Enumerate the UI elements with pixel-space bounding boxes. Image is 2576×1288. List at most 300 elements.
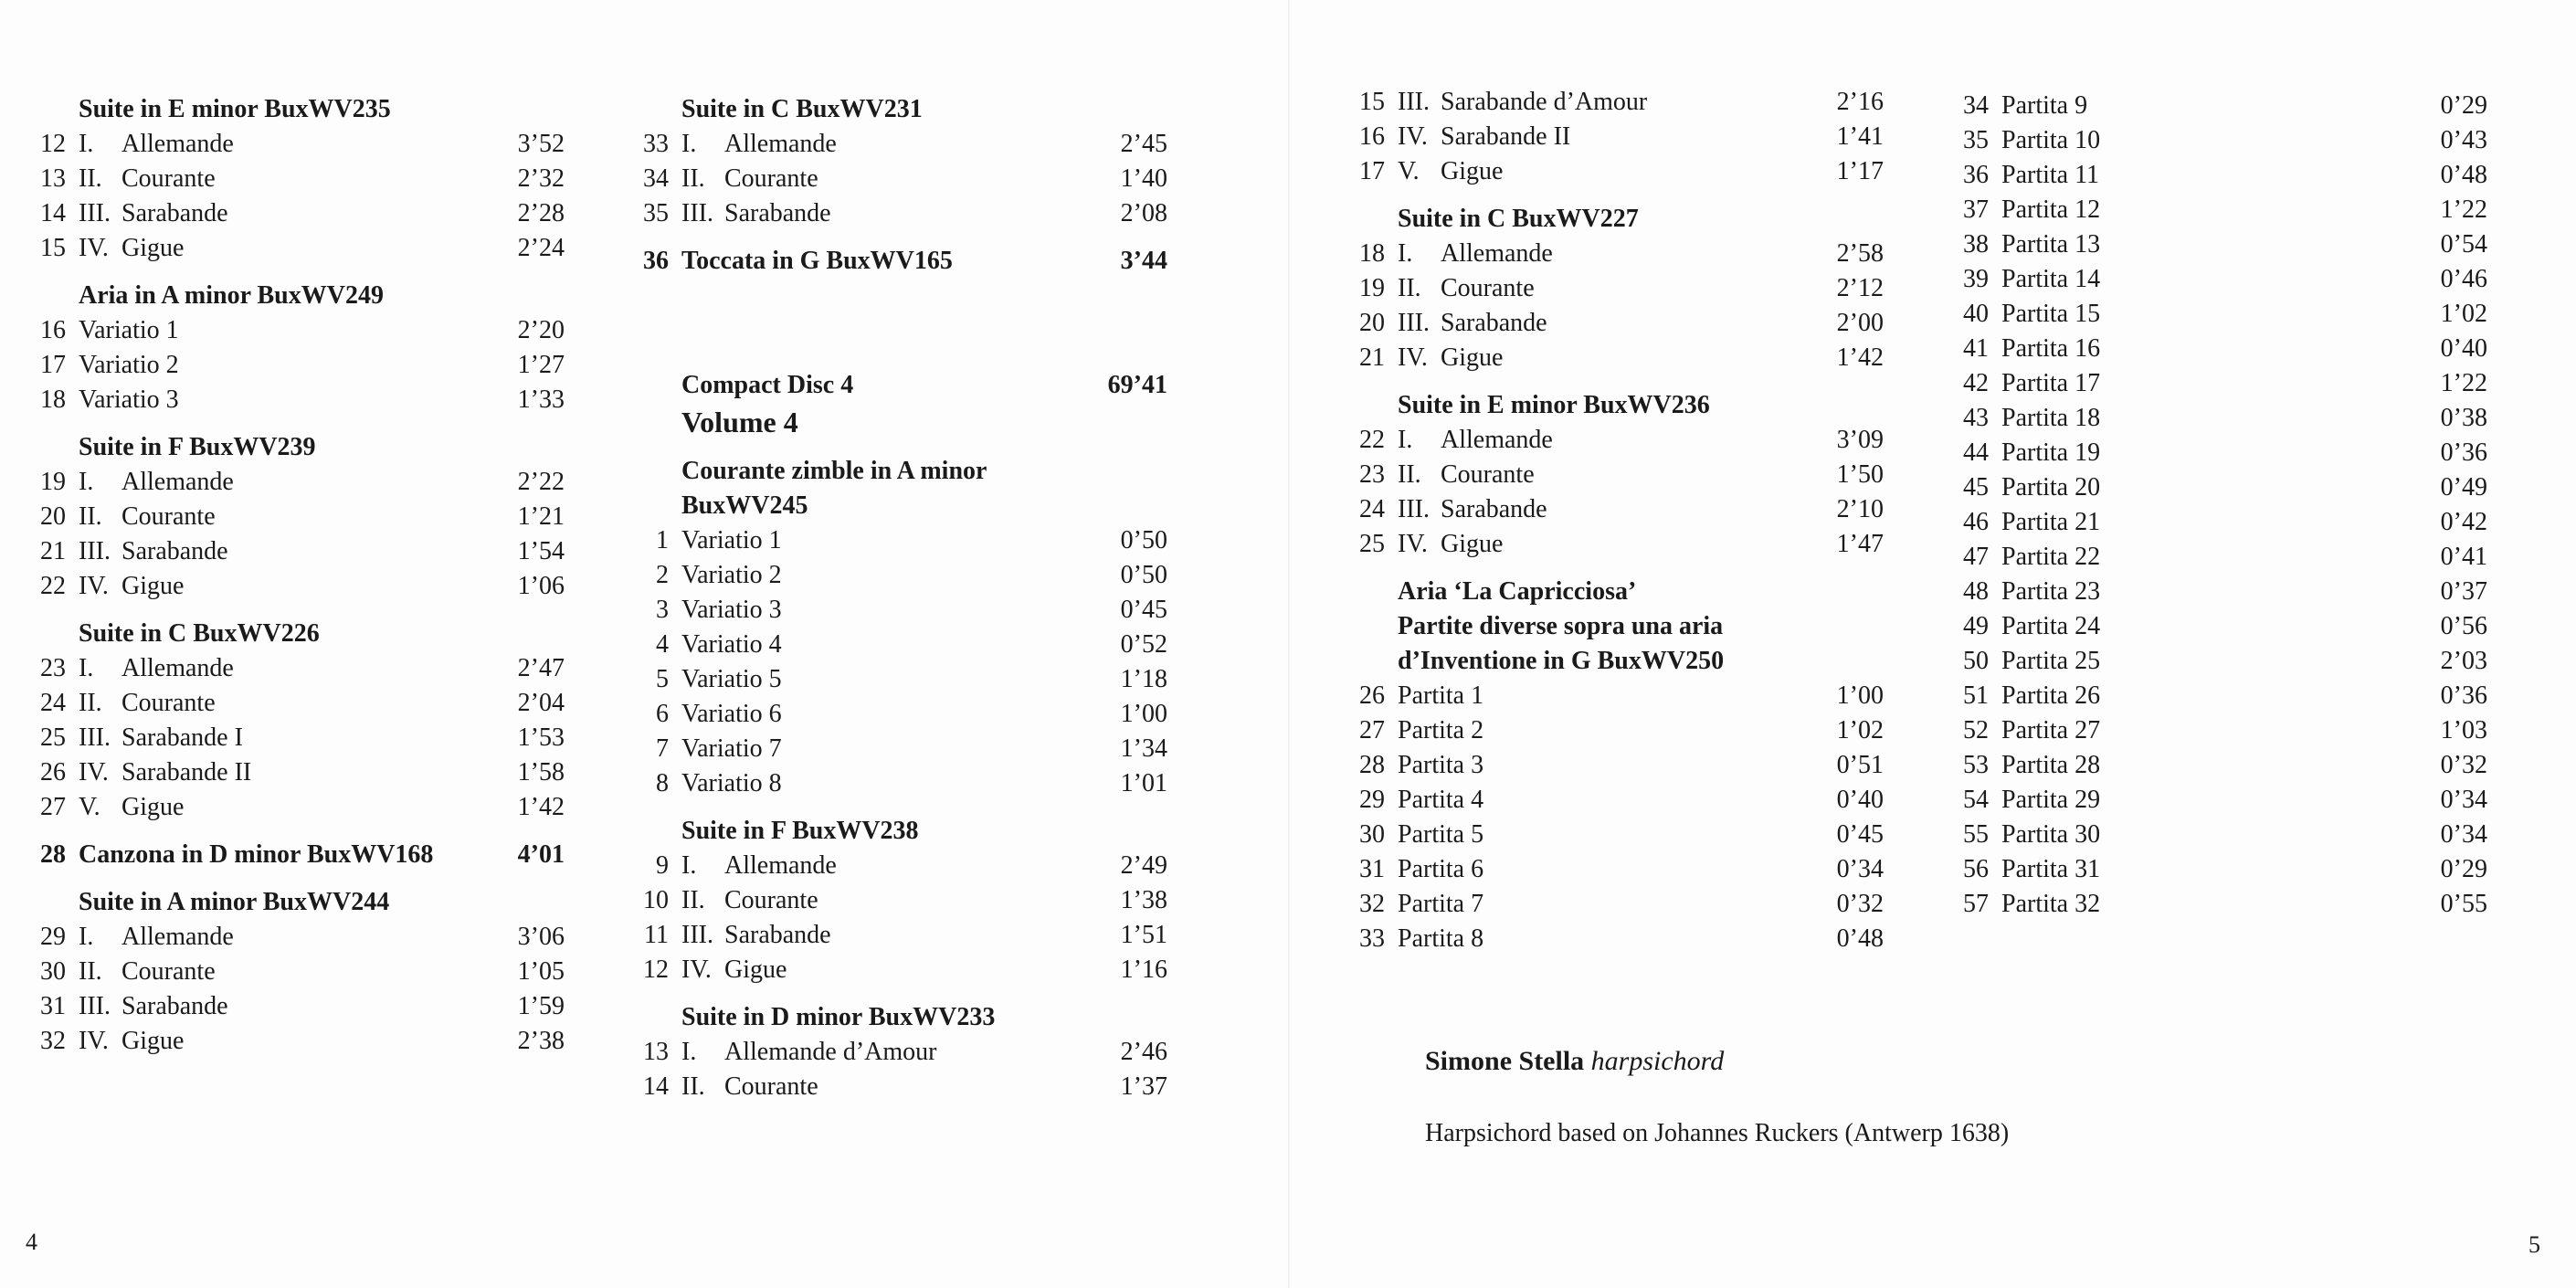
- track-row: [1948, 540, 2497, 575]
- movement-numeral: IV.: [79, 758, 109, 787]
- track-number: 13: [40, 164, 66, 193]
- track-number: 35: [643, 199, 669, 227]
- movement-numeral: III.: [79, 723, 111, 752]
- track-row: [628, 732, 1177, 766]
- track-name: Sarabande: [724, 199, 831, 227]
- track-row: [1948, 748, 2497, 783]
- track-name: Sarabande: [724, 921, 831, 949]
- page-number-right: 5: [2528, 1231, 2540, 1258]
- track-row: [26, 465, 574, 500]
- track-name: Gigue: [1441, 343, 1504, 372]
- performer-role: harpsichord: [1590, 1046, 1725, 1076]
- track-row: [1345, 341, 1893, 375]
- track-row: [1345, 306, 1893, 341]
- track-row: [1948, 818, 2497, 852]
- page-fold: [1288, 0, 1290, 1288]
- track-duration: 1’03: [2440, 716, 2487, 744]
- performer-credit: [1425, 1046, 1724, 1077]
- movement-numeral: III.: [681, 199, 713, 227]
- track-name: Allemande: [121, 923, 234, 951]
- track-number: 21: [40, 537, 66, 565]
- track-duration: 2’32: [517, 164, 565, 193]
- track-duration: 1’22: [2440, 195, 2487, 224]
- track-number: 7: [656, 734, 669, 763]
- track-duration: 0’38: [2440, 404, 2487, 432]
- track-duration: 2’16: [1836, 88, 1884, 116]
- track-duration: 2’47: [517, 654, 565, 682]
- movement-numeral: IV.: [79, 572, 109, 600]
- track-row: [26, 721, 574, 755]
- track-number: 23: [40, 654, 66, 682]
- track-duration: 2’49: [1120, 851, 1167, 880]
- track-name: Partita 24: [2001, 612, 2101, 640]
- movement-numeral: III.: [79, 537, 111, 565]
- track-name: Variatio 6: [681, 700, 782, 728]
- section-heading: Suite in C BuxWV227: [1398, 205, 1639, 233]
- track-number: 17: [1359, 157, 1385, 185]
- track-number: 9: [656, 851, 669, 880]
- track-number: 24: [40, 689, 66, 717]
- track-name: Partita 28: [2001, 751, 2101, 779]
- track-number: 18: [1359, 239, 1385, 268]
- track-row: [628, 1070, 1177, 1104]
- track-duration: 2’00: [1836, 309, 1884, 337]
- movement-numeral: I.: [681, 130, 697, 158]
- track-number: 3: [656, 596, 669, 624]
- track-row: [1948, 158, 2497, 193]
- track-name: Partita 10: [2001, 126, 2101, 154]
- track-duration: 1’38: [1120, 886, 1167, 914]
- section-heading: Aria in A minor BuxWV249: [79, 281, 384, 310]
- track-row: [1948, 713, 2497, 748]
- track-name: Partita 19: [2001, 438, 2101, 467]
- movement-numeral: I.: [1398, 426, 1413, 454]
- track-row: [628, 953, 1177, 987]
- track-number: 39: [1963, 265, 1989, 293]
- movement-numeral: III.: [1398, 309, 1430, 337]
- track-duration: 2’12: [1836, 274, 1884, 302]
- track-number: 12: [643, 955, 669, 984]
- movement-numeral: IV.: [1398, 122, 1428, 151]
- track-row: [628, 918, 1177, 953]
- track-number: 14: [40, 199, 66, 227]
- track-number: 47: [1963, 543, 1989, 571]
- track-name: Variatio 8: [681, 769, 782, 797]
- track-duration: 0’51: [1836, 751, 1884, 779]
- performer-name: Simone Stella: [1425, 1046, 1585, 1076]
- track-number: 55: [1963, 820, 1989, 849]
- track-row: [628, 523, 1177, 558]
- movement-numeral: III.: [1398, 495, 1430, 523]
- track-number: 8: [656, 769, 669, 797]
- movement-numeral: IV.: [681, 955, 712, 984]
- track-duration: 0’42: [2440, 508, 2487, 536]
- section-heading: Partite diverse sopra una aria: [1398, 612, 1724, 640]
- section-heading: Suite in D minor BuxWV233: [681, 1003, 996, 1031]
- track-duration: 0’46: [2440, 265, 2487, 293]
- track-row: [26, 790, 574, 825]
- track-duration: 3’44: [1120, 247, 1167, 275]
- track-row: [1948, 644, 2497, 679]
- track-row: [26, 231, 574, 266]
- track-number: 51: [1963, 681, 1989, 710]
- movement-numeral: I.: [79, 923, 94, 951]
- section-heading: Suite in F BuxWV239: [79, 433, 316, 461]
- track-number: 12: [40, 130, 66, 158]
- track-number: 14: [643, 1072, 669, 1101]
- movement-numeral: II.: [1398, 274, 1421, 302]
- track-number: 4: [656, 630, 669, 659]
- track-duration: 0’49: [2440, 473, 2487, 501]
- track-name: Sarabande: [121, 537, 228, 565]
- track-row: [1948, 505, 2497, 540]
- track-name: Partita 3: [1398, 751, 1484, 779]
- movement-numeral: I.: [1398, 239, 1413, 268]
- track-duration: 0’55: [2440, 890, 2487, 918]
- track-duration: 0’40: [2440, 334, 2487, 363]
- track-duration: 1’27: [517, 351, 565, 379]
- track-row: [1345, 237, 1893, 271]
- track-row: [26, 196, 574, 231]
- track-row: [1345, 818, 1893, 852]
- track-duration: 1’33: [517, 385, 565, 414]
- track-duration: 1’59: [517, 992, 565, 1020]
- track-name: Gigue: [724, 955, 787, 984]
- track-number: 15: [40, 234, 66, 262]
- track-row: [26, 348, 574, 383]
- track-name: Courante: [121, 502, 216, 531]
- track-number: 20: [1359, 309, 1385, 337]
- track-number: 21: [1359, 343, 1385, 372]
- track-row: [628, 628, 1177, 662]
- track-duration: 0’52: [1120, 630, 1167, 659]
- track-name: Partita 22: [2001, 543, 2101, 571]
- track-name: Partita 30: [2001, 820, 2101, 849]
- track-number: 38: [1963, 230, 1989, 259]
- track-number: 36: [1963, 161, 1989, 189]
- track-name: Partita 7: [1398, 890, 1484, 918]
- track-duration: 69’41: [1107, 371, 1167, 399]
- track-duration: 0’43: [2440, 126, 2487, 154]
- track-name: Canzona in D minor BuxWV168: [79, 840, 434, 869]
- track-duration: 1’16: [1120, 955, 1167, 984]
- track-duration: 2’22: [517, 468, 565, 496]
- track-name: Allemande: [724, 130, 837, 158]
- spacer: [628, 279, 1177, 368]
- track-name: Sarabande: [1441, 495, 1547, 523]
- track-duration: 0’36: [2440, 438, 2487, 467]
- instrument-note: Harpsichord based on Johannes Ruckers (Antwerp 1638): [1425, 1119, 2010, 1147]
- track-number: 45: [1963, 473, 1989, 501]
- track-duration: 1’05: [517, 957, 565, 986]
- track-duration: 1’02: [2440, 300, 2487, 328]
- track-row: [26, 383, 574, 417]
- track-row: [628, 368, 1177, 403]
- movement-numeral: I.: [79, 654, 94, 682]
- track-number: 24: [1359, 495, 1385, 523]
- track-row: [26, 500, 574, 534]
- track-duration: 0’54: [2440, 230, 2487, 259]
- track-row: [1948, 193, 2497, 227]
- movement-numeral: IV.: [1398, 530, 1428, 558]
- track-name: Sarabande II: [121, 758, 252, 787]
- section-heading: Suite in E minor BuxWV236: [1398, 391, 1710, 419]
- track-number: 30: [40, 957, 66, 986]
- track-name: Sarabande: [121, 992, 228, 1020]
- track-name: Partita 25: [2001, 647, 2101, 675]
- page-number-left: 4: [26, 1229, 37, 1255]
- track-number: 41: [1963, 334, 1989, 363]
- track-row: [1948, 366, 2497, 401]
- track-duration: 2’10: [1836, 495, 1884, 523]
- track-row: [1345, 887, 1893, 922]
- track-name: Partita 6: [1398, 855, 1484, 883]
- track-name: Partita 11: [2001, 161, 2100, 189]
- movement-numeral: I.: [681, 851, 697, 880]
- track-row: [628, 196, 1177, 231]
- track-name: Variatio 2: [79, 351, 179, 379]
- track-number: 5: [656, 665, 669, 693]
- track-row: [628, 1035, 1177, 1070]
- tracklist-column-1: [26, 92, 574, 1059]
- track-number: 33: [1359, 924, 1385, 953]
- track-row: [1948, 783, 2497, 818]
- track-row: [1948, 297, 2497, 332]
- track-row: [26, 755, 574, 790]
- section-heading: Suite in A minor BuxWV244: [79, 888, 390, 916]
- track-number: 13: [643, 1038, 669, 1066]
- track-name: Partita 32: [2001, 890, 2101, 918]
- track-name: Gigue: [121, 1027, 185, 1055]
- track-duration: 1’37: [1120, 1072, 1167, 1101]
- track-number: 1: [656, 526, 669, 554]
- track-duration: 0’48: [1836, 924, 1884, 953]
- track-row: [1948, 575, 2497, 609]
- track-duration: 0’50: [1120, 561, 1167, 589]
- track-number: 19: [1359, 274, 1385, 302]
- track-number: 25: [40, 723, 66, 752]
- track-row: [628, 162, 1177, 196]
- track-number: 50: [1963, 647, 1989, 675]
- track-name: Partita 4: [1398, 786, 1484, 814]
- track-number: 56: [1963, 855, 1989, 883]
- tracklist-column-4: [1948, 89, 2497, 922]
- track-row: [628, 697, 1177, 732]
- track-row: [26, 920, 574, 955]
- track-duration: 2’08: [1120, 199, 1167, 227]
- track-number: 30: [1359, 820, 1385, 849]
- track-row: [1345, 423, 1893, 458]
- track-row: [26, 651, 574, 686]
- track-number: 27: [1359, 716, 1385, 744]
- movement-numeral: II.: [79, 164, 102, 193]
- track-row: [628, 766, 1177, 801]
- movement-numeral: III.: [79, 992, 111, 1020]
- track-name: Compact Disc 4: [681, 371, 854, 399]
- track-number: 46: [1963, 508, 1989, 536]
- track-name: Variatio 1: [79, 316, 179, 344]
- track-number: 32: [40, 1027, 66, 1055]
- tracklist-column-2: [628, 92, 1177, 1104]
- track-name: Variatio 1: [681, 526, 782, 554]
- track-number: 23: [1359, 460, 1385, 489]
- track-number: 29: [40, 923, 66, 951]
- track-number: 6: [656, 700, 669, 728]
- track-name: Sarabande: [121, 199, 228, 227]
- track-number: 43: [1963, 404, 1989, 432]
- track-number: 29: [1359, 786, 1385, 814]
- section-heading: Aria ‘La Capricciosa’: [1398, 577, 1637, 606]
- track-row: [26, 534, 574, 569]
- track-name: Sarabande: [1441, 309, 1547, 337]
- spacer: [26, 825, 574, 838]
- track-duration: 2’04: [517, 689, 565, 717]
- track-number: 34: [1963, 91, 1989, 120]
- track-number: 22: [1359, 426, 1385, 454]
- track-row: [1948, 123, 2497, 158]
- movement-numeral: II.: [79, 957, 102, 986]
- track-duration: 1’58: [517, 758, 565, 787]
- track-row: [1345, 527, 1893, 562]
- track-name: Sarabande I: [121, 723, 243, 752]
- track-number: 48: [1963, 577, 1989, 606]
- track-number: 18: [40, 385, 66, 414]
- track-name: Allemande d’Amour: [724, 1038, 937, 1066]
- volume-heading: Volume 4: [681, 406, 798, 438]
- track-row: [1948, 227, 2497, 262]
- track-name: Courante: [724, 164, 818, 193]
- track-name: Partita 15: [2001, 300, 2101, 328]
- track-row: [26, 1024, 574, 1059]
- section-heading: Courante zimble in A minor: [681, 457, 987, 485]
- track-name: Partita 31: [2001, 855, 2101, 883]
- track-number: 26: [1359, 681, 1385, 710]
- track-row: [26, 686, 574, 721]
- movement-numeral: I.: [79, 130, 94, 158]
- track-name: Courante: [121, 957, 216, 986]
- track-duration: 3’52: [517, 130, 565, 158]
- track-duration: 0’48: [2440, 161, 2487, 189]
- track-duration: 0’32: [2440, 751, 2487, 779]
- track-number: 28: [1359, 751, 1385, 779]
- track-row: [1948, 332, 2497, 366]
- track-row: [1948, 470, 2497, 505]
- track-name: Courante: [1441, 460, 1535, 489]
- track-duration: 0’56: [2440, 612, 2487, 640]
- track-name: Allemande: [1441, 426, 1553, 454]
- track-name: Partita 23: [2001, 577, 2101, 606]
- section-heading: Suite in F BuxWV238: [681, 817, 919, 845]
- track-row: [1345, 922, 1893, 956]
- track-duration: 0’50: [1120, 526, 1167, 554]
- track-row: [1345, 852, 1893, 887]
- track-name: Allemande: [121, 654, 234, 682]
- track-name: Allemande: [1441, 239, 1553, 268]
- track-name: Partita 8: [1398, 924, 1484, 953]
- track-name: Partita 17: [2001, 369, 2101, 397]
- movement-numeral: II.: [1398, 460, 1421, 489]
- track-duration: 1’47: [1836, 530, 1884, 558]
- track-name: Courante: [121, 689, 216, 717]
- section-heading: d’Inventione in G BuxWV250: [1398, 647, 1725, 675]
- section-heading: Suite in E minor BuxWV235: [79, 95, 391, 123]
- movement-numeral: III.: [1398, 88, 1430, 116]
- track-duration: 1’17: [1836, 157, 1884, 185]
- movement-numeral: III.: [79, 199, 111, 227]
- track-row: [1948, 401, 2497, 436]
- track-row: [1345, 783, 1893, 818]
- track-name: Variatio 2: [681, 561, 782, 589]
- track-duration: 2’38: [517, 1027, 565, 1055]
- track-duration: 3’06: [517, 923, 565, 951]
- track-name: Gigue: [121, 793, 185, 821]
- track-duration: 1’18: [1120, 665, 1167, 693]
- track-duration: 0’29: [2440, 855, 2487, 883]
- track-duration: 2’24: [517, 234, 565, 262]
- track-number: 28: [40, 840, 66, 869]
- track-row: [1948, 89, 2497, 123]
- track-name: Variatio 3: [681, 596, 782, 624]
- movement-numeral: IV.: [79, 234, 109, 262]
- track-row: [26, 569, 574, 604]
- track-number: 31: [1359, 855, 1385, 883]
- track-number: 33: [643, 130, 669, 158]
- track-name: Courante: [724, 886, 818, 914]
- track-row: [1345, 271, 1893, 306]
- movement-numeral: I.: [79, 468, 94, 496]
- track-name: Courante: [121, 164, 216, 193]
- track-number: 16: [40, 316, 66, 344]
- track-name: Partita 16: [2001, 334, 2101, 363]
- track-name: Partita 21: [2001, 508, 2101, 536]
- track-number: 54: [1963, 786, 1989, 814]
- track-duration: 1’00: [1836, 681, 1884, 710]
- track-number: 52: [1963, 716, 1989, 744]
- track-number: 26: [40, 758, 66, 787]
- track-number: 27: [40, 793, 66, 821]
- track-name: Partita 27: [2001, 716, 2101, 744]
- track-row: [26, 162, 574, 196]
- track-duration: 3’09: [1836, 426, 1884, 454]
- track-row: [1948, 609, 2497, 644]
- track-duration: 1’42: [517, 793, 565, 821]
- movement-numeral: IV.: [1398, 343, 1428, 372]
- track-row: [1948, 679, 2497, 713]
- track-duration: 2’45: [1120, 130, 1167, 158]
- track-name: Gigue: [1441, 530, 1504, 558]
- track-number: 40: [1963, 300, 1989, 328]
- track-name: Partita 29: [2001, 786, 2101, 814]
- track-duration: 0’45: [1120, 596, 1167, 624]
- track-number: 15: [1359, 88, 1385, 116]
- movement-numeral: II.: [79, 689, 102, 717]
- spacer: [628, 231, 1177, 244]
- track-duration: 0’34: [2440, 820, 2487, 849]
- track-name: Gigue: [121, 572, 185, 600]
- track-number: 32: [1359, 890, 1385, 918]
- track-duration: 1’50: [1836, 460, 1884, 489]
- track-duration: 0’34: [1836, 855, 1884, 883]
- track-number: 36: [643, 247, 669, 275]
- track-duration: 0’32: [1836, 890, 1884, 918]
- movement-numeral: V.: [79, 793, 100, 821]
- track-name: Allemande: [121, 130, 234, 158]
- track-duration: 1’51: [1120, 921, 1167, 949]
- track-name: Variatio 3: [79, 385, 179, 414]
- track-number: 57: [1963, 890, 1989, 918]
- track-duration: 1’21: [517, 502, 565, 531]
- tracklist-column-3: [1345, 85, 1893, 956]
